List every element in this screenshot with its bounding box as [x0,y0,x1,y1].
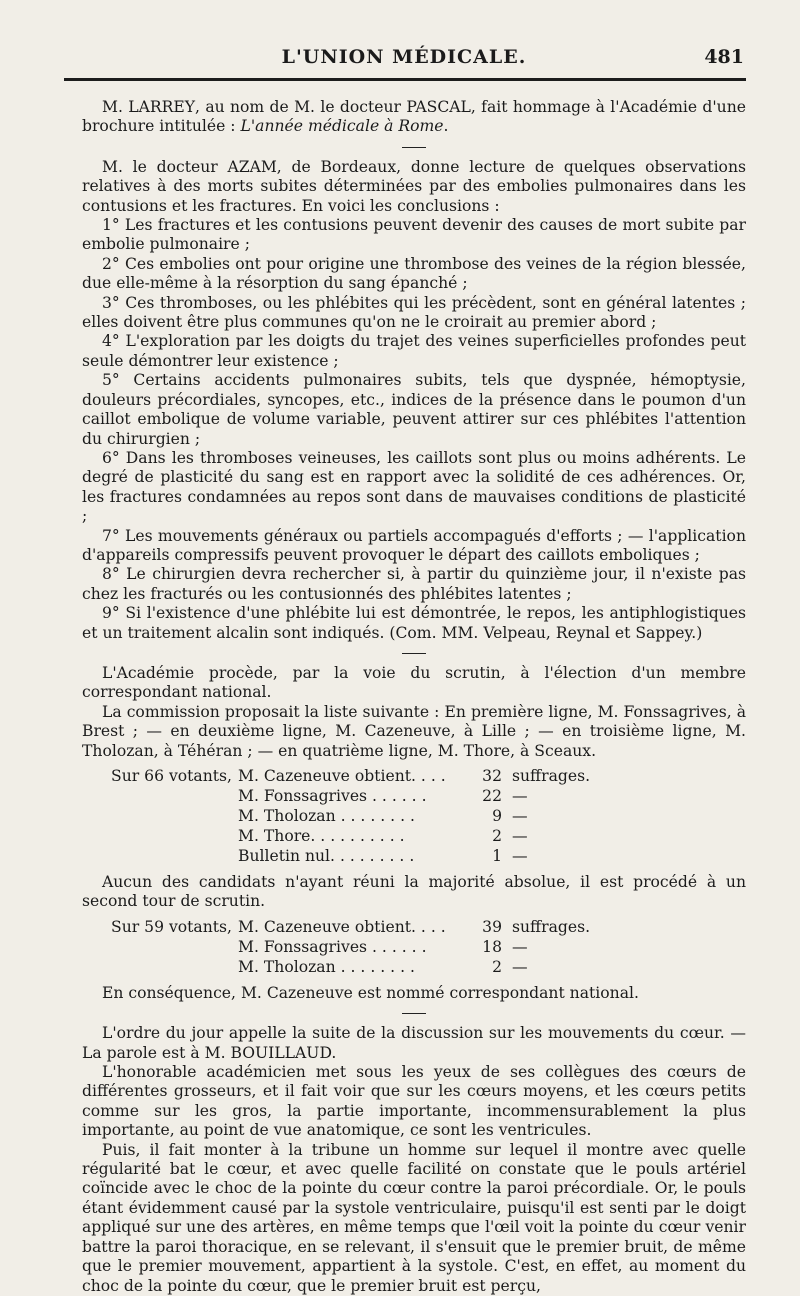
conclusion-2: 2° Ces embolies ont pour origine une thrombose des veines de la région blessée, due elle-même à la résorption du sang épanché ; [82,254,746,293]
brochure-title: L'année médicale à Rome [240,117,444,136]
vote-count: 32 [482,767,502,785]
vote-count: 9 [492,807,502,825]
vote-name: M. Cazeneuve obtient. . . . [238,917,446,936]
discussion-paragraph-1: L'honorable académicien met sous les yeux de ses collègues des cœurs de différentes grosseurs, et il fait voir que sur les cœurs moyens, et les cœurs petits comme sur les gros, la partie importante, incommensurablement la plus importante, au point de vue anatomique, ce sont les ventricules. [82,1063,746,1140]
election-result: En conséquence, M. Cazeneuve est nommé correspondant national. [102,983,639,1002]
vote-row [82,918,746,938]
vote-count: 39 [482,917,502,936]
vote-row [82,787,746,807]
vote-row [82,958,746,978]
conclusion-3: 3° Ces thromboses, ou les phlébites qui les précèdent, sont en général latentes ; elles doivent être plus communes qu'on ne le croirait au premier abord ; [82,293,746,332]
vote-name: M. Cazeneuve obtient. . . . [238,767,446,785]
page-header [64,46,744,76]
discussion-paragraph-2: Puis, il fait monter à la tribune un homme sur lequel il montre avec quelle régularité bat le cœur, et avec quelle facilité on constate que le pouls artériel coïncide avec le choc de la pointe du cœur contre la paroi précordiale. Or, le pouls étant évidemment causé par la systole ventriculaire, puisqu'il est senti par le doigt appliqué sur une des artères, en même temps que l'œil voit la pointe du cœur venir battre la paroi thoracique, en se relevant, il s'ensuit que le premier bruit, de même que le premier mouvement, appartient à la systole. C'est, en effet, au moment du choc de la pointe du cœur, que le premier bruit est perçu, [82,1140,746,1295]
vote-row [82,767,746,787]
vote-name: M. Tholozan . . . . . . . . [238,807,415,825]
paragraph-larrey [82,98,746,137]
conclusion-7: 7° Les mouvements généraux ou partiels accompagués d'efforts ; — l'application d'appareils compressifs peuvent provoquer le départ des caillots emboliques ; [82,526,746,564]
vote-unit: suffrages. [512,767,591,785]
vote-lead: Sur 66 votants, [111,767,232,785]
conclusion-9: 9° Si l'existence d'une phlébite lui est démontrée, le repos, les antiphlogistiques et un traitement alcalin sont indiqués. (Com. MM. Velpeau, Reynal et Sappey.) [82,604,746,642]
vote-unit: suffrages. [512,917,591,936]
vote-row [82,938,746,958]
conclusion-5: 5° Certains accidents pulmonaires subits, tels que dyspnée, hémoptysie, douleurs précordiales, syncopes, etc., indices de la présence dans le poumon d'un caillot embolique de volume variable, peuvent attirer sur ces phlébites l'attention du chirurgien ; [82,371,746,448]
vote-table-second [82,918,746,978]
vote-lead: Sur 59 votants, [111,917,232,936]
vote-unit: — [512,937,528,956]
vote-row [82,807,746,827]
name-pascal: PASCAL [406,98,471,116]
vote-unit: — [512,807,528,825]
vote-name: Bulletin nul. . . . . . . . . [238,847,415,865]
conclusion-8: 8° Le chirurgien devra rechercher si, à partir du quinzième jour, il n'existe pas chez les fracturés ou les contusionnés des phlébites latentes ; [82,565,746,603]
vote-unit: — [512,847,528,865]
vote-name: M. Tholozan . . . . . . . . [238,957,415,976]
text-span: , au nom de M. le docteur [195,98,407,116]
text-span: M. [102,98,129,116]
conclusion-6: 6° Dans les thromboses veineuses, les caillots sont plus ou moins adhérents. Le degré de plasticité du sang est en rapport avec la solidité de ces adhérences. Or, les fractures condamnées au repos sont dans de mauvaises conditions de plasticité ; [82,448,746,526]
vote-table-first [82,767,746,867]
text-span: , fait hommage à l'Académie d'une brochure intitulée : [82,98,746,136]
conclusion-4: 4° L'exploration par les doigts du trajet des veines superficielles profondes peut seule démontrer leur existence ; [82,332,746,370]
separator [402,147,426,148]
separator [402,653,426,654]
name-larrey: LARREY [128,98,196,116]
vote-row [82,847,746,867]
paragraph-azam: M. le docteur AZAM, de Bordeaux, donne lecture de quelques observations relatives à des morts subites déterminées par des embolies pulmonaires dans les contusions et les fractures. En voici les conclusions : [82,157,746,215]
page-number: 481 [704,46,744,68]
vote-count: 18 [482,937,502,956]
election-intro: L'Académie procède, par la voie du scrutin, à l'élection d'un membre correspondant national. [82,663,746,702]
vote-unit: — [512,827,528,845]
vote-row [82,827,746,847]
vote-name: M. Thore. . . . . . . . . . [238,827,405,845]
separator [402,1013,426,1014]
vote-count: 2 [492,827,502,845]
article-body [82,98,746,1296]
commission-list: La commission proposait la liste suivante : En première ligne, M. Fonssagrives, à Brest ; — en deuxième ligne, M. Cazeneuve, à Lille ; — en troisième ligne, M. Tholozan, à Téhéran ; — en quatrième ligne, M. Thore, à Sceaux. [82,702,746,760]
no-majority: Aucun des candidats n'ayant réuni la majorité absolue, il est procédé à un second tour de scrutin. [82,873,746,911]
vote-count: 2 [492,957,502,976]
text-span: . [443,117,449,136]
order-of-day: L'ordre du jour appelle la suite de la discussion sur les mouvements du cœur. — La parole est à M. BOUILLAUD. [82,1024,746,1062]
vote-unit: — [512,957,528,976]
vote-count: 22 [482,787,502,805]
vote-name: M. Fonssagrives . . . . . . [238,787,427,805]
vote-count: 1 [492,847,502,865]
vote-unit: — [512,787,528,805]
running-title: L'UNION MÉDICALE. [281,46,527,68]
conclusion-1: 1° Les fractures et les contusions peuvent devenir des causes de mort subite par embolie pulmonaire ; [82,216,746,254]
header-rule [64,78,746,81]
vote-name: M. Fonssagrives . . . . . . [238,937,427,956]
